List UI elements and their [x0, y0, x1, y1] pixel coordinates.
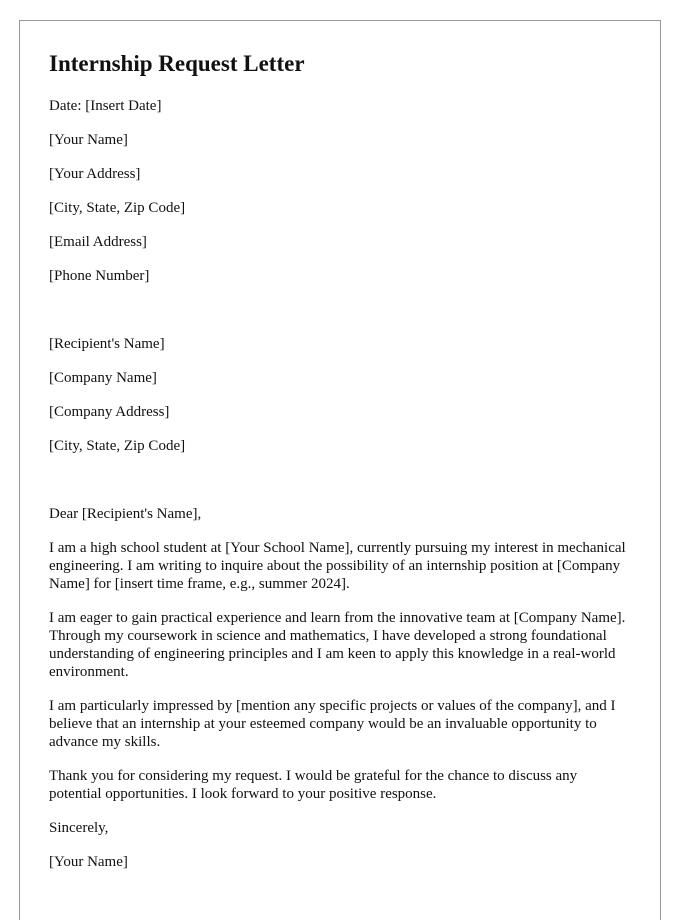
letter-page	[19, 20, 661, 920]
recipient-name: [Recipient's Name]	[49, 336, 165, 352]
body-paragraph: I am a high school student at [Your School Name], currently pursuing my interest in mechanical engineering. I am writing to inquire about the possibility of an internship position at [Company Name] for [insert time frame, e.g., summer 2024].	[49, 540, 626, 592]
salutation: Dear [Recipient's Name],	[49, 506, 202, 522]
recipient-city-state-zip: [City, State, Zip Code]	[49, 438, 186, 454]
date-line: Date: [Insert Date]	[49, 98, 162, 114]
letter-title: Internship Request Letter	[49, 51, 305, 76]
sender-phone: [Phone Number]	[49, 268, 150, 284]
recipient-company: [Company Name]	[49, 370, 157, 386]
spacer	[49, 301, 629, 335]
signature-name: [Your Name]	[49, 854, 128, 870]
closing: Sincerely,	[49, 820, 109, 836]
sender-email: [Email Address]	[49, 234, 147, 250]
sender-name: [Your Name]	[49, 132, 128, 148]
letter-content	[49, 49, 629, 887]
body-paragraph: Thank you for considering my request. I would be grateful for the chance to discuss any potential opportunities. I look forward to your positive response.	[49, 768, 578, 802]
sender-address: [Your Address]	[49, 166, 141, 182]
body-paragraph: I am eager to gain practical experience and learn from the innovative team at [Company Name]. Through my coursework in science and mathematics, I have developed a strong foundational understanding of engineering principles and I am keen to apply this knowledge in a real-world environment.	[49, 610, 626, 680]
spacer	[49, 471, 629, 505]
recipient-address: [Company Address]	[49, 404, 170, 420]
sender-city-state-zip: [City, State, Zip Code]	[49, 200, 186, 216]
body-paragraph: I am particularly impressed by [mention any specific projects or values of the company], and I believe that an internship at your esteemed company would be an invaluable opportunity to advance my skills.	[49, 698, 616, 750]
